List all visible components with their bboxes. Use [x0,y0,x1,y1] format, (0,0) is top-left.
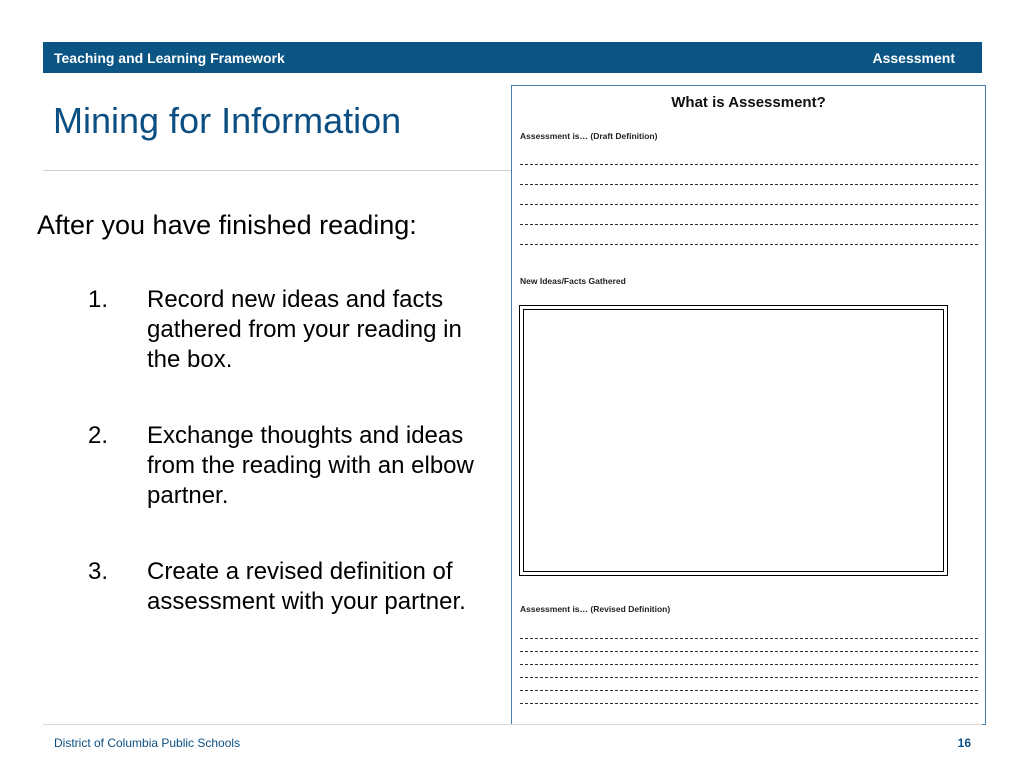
title-divider [43,170,513,171]
step-item [88,557,498,617]
write-line [520,677,978,678]
step-text: Exchange thoughts and ideas from the reading with an elbow partner. [147,422,474,509]
write-line [520,204,978,205]
write-line [520,703,978,704]
slide-title: Mining for Information [53,100,402,141]
write-line [520,651,978,652]
step-text: Create a revised definition of assessment with your partner. [147,558,466,615]
revised-definition-label: Assessment is… (Revised Definition) [520,604,671,614]
page-number: 16 [957,736,971,750]
step-number: 3. [88,558,109,585]
write-line [520,164,978,165]
step-item [88,285,498,375]
step-number: 1. [88,286,109,313]
notes-box [519,305,948,576]
framework-label: Teaching and Learning Framework [54,50,285,66]
worksheet-title: What is Assessment? [671,94,826,111]
steps-list [88,285,498,663]
worksheet-image [511,85,986,725]
write-line [520,184,978,185]
revised-lines [520,638,978,716]
draft-definition-label: Assessment is… (Draft Definition) [520,131,658,141]
step-number: 2. [88,422,109,449]
notes-box-inner [523,309,944,572]
footer-organization: District of Columbia Public Schools [54,736,241,750]
draft-lines [520,164,978,264]
write-line [520,664,978,665]
footer-divider [43,724,982,725]
write-line [520,638,978,639]
step-text: Record new ideas and facts gathered from your reading in the box. [147,286,462,373]
step-item [88,421,498,511]
write-line [520,224,978,225]
intro-text: After you have finished reading: [37,210,417,240]
facts-label: New Ideas/Facts Gathered [520,276,626,286]
write-line [520,690,978,691]
section-label: Assessment [872,50,955,66]
header-bar [43,42,982,73]
write-line [520,244,978,245]
